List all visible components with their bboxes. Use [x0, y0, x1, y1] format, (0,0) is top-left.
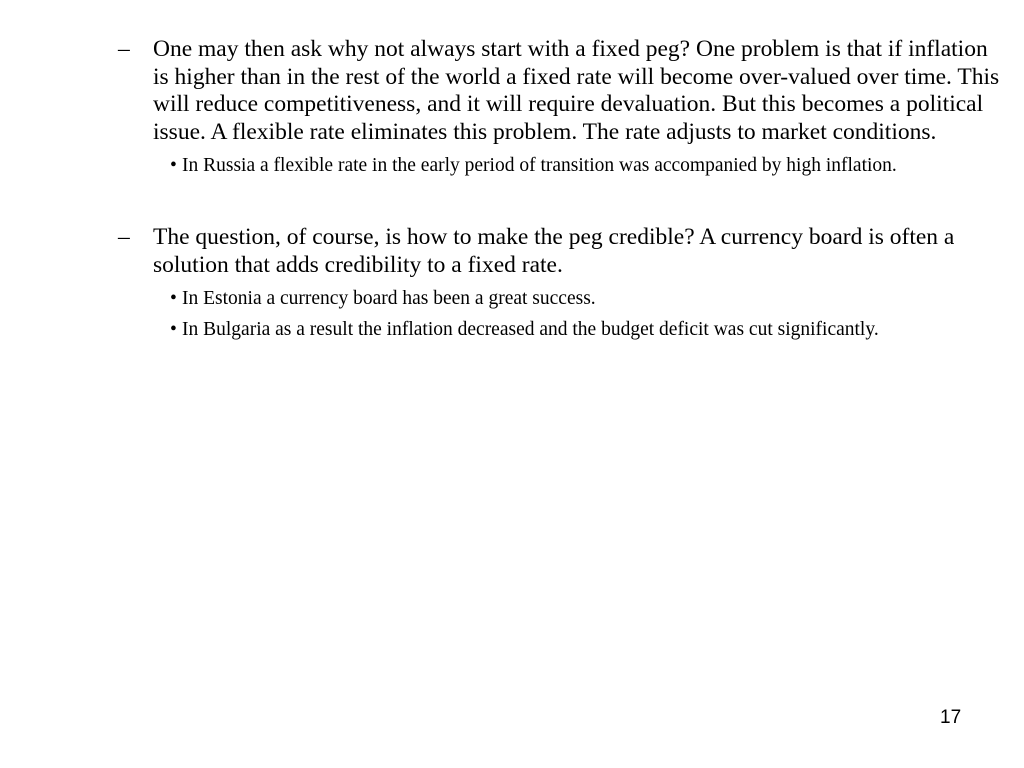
dash-item-text: The question, of course, is how to make the peg credible? A currency board is often a solution that adds credibility to a fixed rate.: [153, 224, 955, 278]
dash-marker: –: [118, 224, 130, 250]
bullet-marker: •: [170, 155, 177, 176]
bullet-item-russia: [153, 154, 1008, 178]
bullet-item-bulgaria: [153, 318, 1008, 342]
dash-marker: –: [118, 36, 130, 62]
dash-item-credible-peg: [118, 224, 1008, 342]
bullet-item-text: In Bulgaria as a result the inflation decreased and the budget deficit was cut significantly.: [182, 319, 879, 340]
dash-item-fixed-peg: [118, 36, 1008, 178]
bullet-list: [153, 154, 1008, 178]
bullet-item-estonia: [153, 287, 1008, 311]
slide-content: [118, 36, 1008, 342]
bullet-item-text: In Russia a flexible rate in the early period of transition was accompanied by high inflation.: [182, 155, 897, 176]
dash-item-body: [153, 224, 1008, 342]
page-number: 17: [940, 707, 962, 728]
dash-item-body: [153, 36, 1008, 178]
bullet-list: [153, 287, 1008, 342]
dash-item-text: One may then ask why not always start with a fixed peg? One problem is that if inflation is higher than in the rest of the world a fixed rate will become over-valued over time. This will reduce competitiveness, and it will require devaluation. But this becomes a political issue. A flexible rate eliminates this problem. The rate adjusts to market conditions.: [153, 36, 1000, 145]
bullet-marker: •: [170, 288, 177, 309]
bullet-marker: •: [170, 319, 177, 340]
bullet-item-text: In Estonia a currency board has been a great success.: [182, 288, 596, 309]
